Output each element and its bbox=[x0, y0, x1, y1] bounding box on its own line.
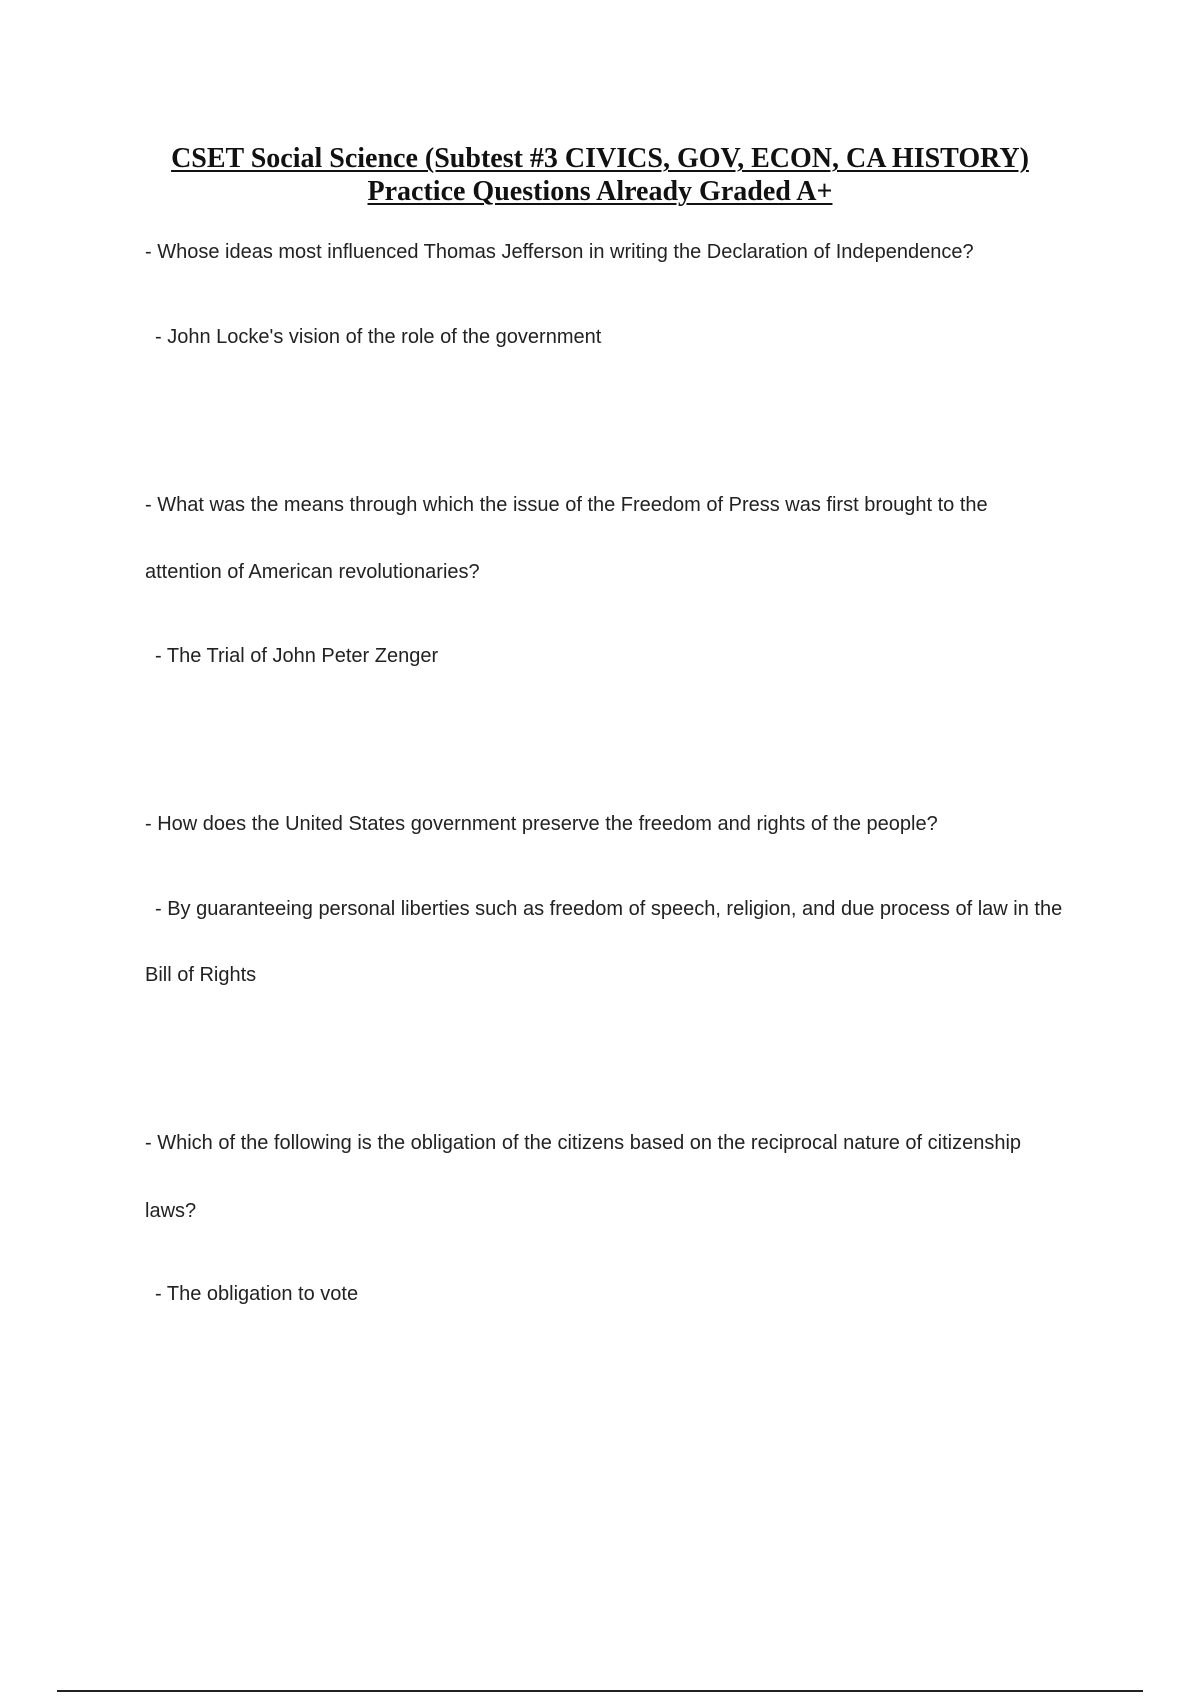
answer-2: - The Trial of John Peter Zenger bbox=[155, 645, 439, 667]
answer-3-continuation: Bill of Rights bbox=[145, 964, 257, 986]
answer-1: - John Locke's vision of the role of the government bbox=[155, 326, 602, 348]
document-title bbox=[100, 142, 1100, 208]
footer-rule bbox=[57, 1690, 1143, 1692]
question-2-continuation: attention of American revolutionaries? bbox=[145, 561, 480, 583]
title-line-2: Practice Questions Already Graded A+ bbox=[367, 176, 833, 207]
question-1: - Whose ideas most influenced Thomas Jefferson in writing the Declaration of Independence? bbox=[145, 241, 974, 263]
question-4: - Which of the following is the obligation of the citizens based on the reciprocal nature of citizenship bbox=[145, 1132, 1022, 1154]
answer-3: - By guaranteeing personal liberties such as freedom of speech, religion, and due process of law in the bbox=[155, 898, 1063, 920]
answer-4: - The obligation to vote bbox=[155, 1283, 359, 1305]
question-4-continuation: laws? bbox=[145, 1200, 197, 1222]
question-3: - How does the United States government preserve the freedom and rights of the people? bbox=[145, 813, 938, 835]
title-line-1: CSET Social Science (Subtest #3 CIVICS, GOV, ECON, CA HISTORY) bbox=[171, 143, 1029, 174]
question-2: - What was the means through which the issue of the Freedom of Press was first brought to the bbox=[145, 494, 988, 516]
